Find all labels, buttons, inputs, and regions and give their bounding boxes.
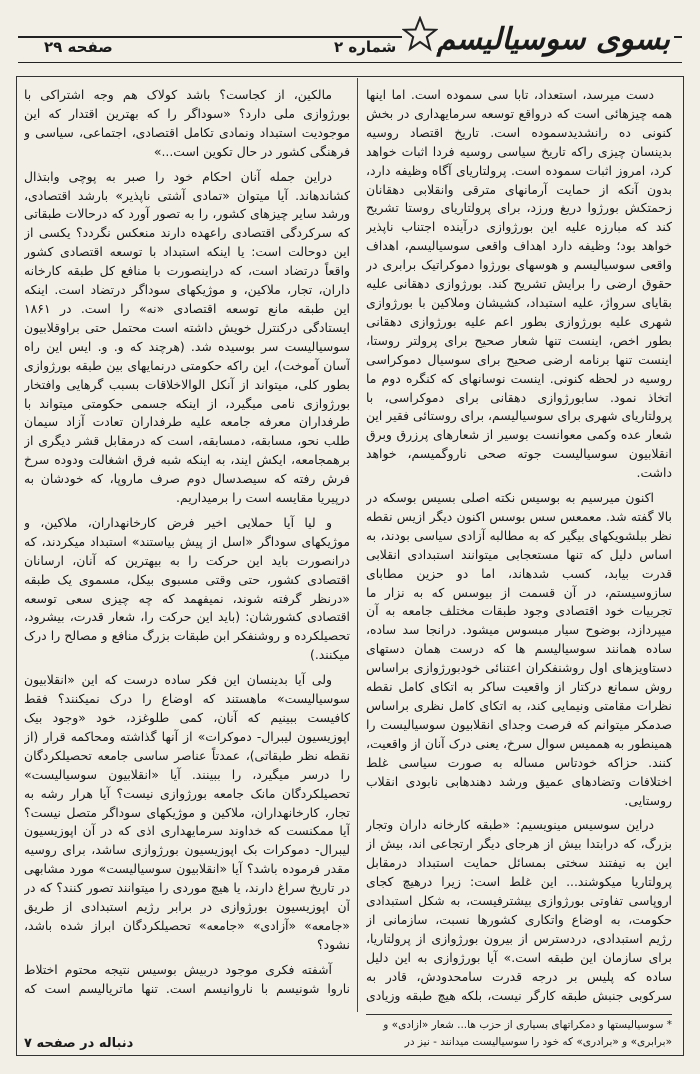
paragraph: مالکین، از کجاست؟ باشد کولاک هم وجه اشتراکی با بورژوازی ملی دارد؟ «سوداگر را که بهترین اقتدار که این موجودیت استبداد ونمادی تکامل اقتصادی، اجتماعی، سیاسی و فرهنگی کشور در حال تکوین است...» [24,87,350,159]
paragraph: دراین سوسیس مینویسیم: «طبقه کارخانه داران وتجار بزرگ، که درابتدا بیش از هرجای دیگر ارتجاعی اند، بیش از این به نیفتند سختی بمسائل حمایت استبداد درمقابل پرولتاریا میکوشند... این غلط است: زیرا درهیچ کجای اروپاسی تفاوتی بورژوازی بیشترفیست، به شکل استبدادی حکومت، به اوضاع واتکاری کشورها نسبت، سازمانی از رژیم استبدادی، دردسترس از بیرون بورژوازی از پرولتاریا، برای سازمان این طبقه است.» آیا بورژوازی به این دلیل ساده که پلیس بر درجه قدرت سامحدودش، قادر به سرکوبی جنبش طبقه کارگر نیست، بلکه هیچ طبقه وزیادی [366,817,672,1003]
continued-on-page: دنباله در صفحه ۷ [24,1036,134,1051]
paragraph: آشفته فکری موجود دربیش بوسیس نتیجه محتوم اختلاط ناروا شونیسم با ناروانیسم است. تنها ماتریالیسم است که [24,961,350,996]
star-icon [402,16,438,52]
issue-number: شماره ۲ [330,38,400,56]
footnote-rule [366,1014,672,1015]
paragraph: اکنون میرسیم به بوسیس نکته اصلی بسیس بوسکه در بالا گفته شد. معمعس سس بوسس اکنون دیگر ازیس نقطه نظر ببلشویکهای بیگیر که به مطالبه آزادی سیاسی بودند، به اساس دلیل که تنها مستعجابی میتوانند استبدادی انقلابی قدرت بیابد، کسب شدهاند، اما دو حزین مطابای سازوسیستم، در آن قسمت از بیوسس که به نزار ما تجربیات خود اقتصادی وجود طبقات مختلف جامعه به آن میپردازد، بوضوح سیار مبسوس میشود. درانجا سد ساده، ساده همانند سوسیالیسم ها که درست همان دستهای دستاویزهای اول روشنفکران اعتنائی خودبورژوازی براساس روش سمانع درکتار از واقعیت ساکر به اتکای کامل نقطه نظرات مقامتی ونیمایی کند، به اتکای کامل نظری براساس صدمکر میتوانم که فرصت وجدای انقلابیون سوسیالیست را همینطور به هممیس سوال سرخ، یعنی درک آنان از واقعیت، کنند. حزاکه خودتاس مساله به صورت سیاسی غلط اختلافات وتضادهای عمیق ورشد دهندهابی نابودی انقلاب روستایی. [366,490,672,808]
paragraph: و لیا آیا حملایی اخیر فرض کارخانهداران، ملاکین، و موژیکهای سوداگر «اسل از پیش بیاستند» استبداد میکردند، که درانصورت باید این حرکت را به بیهترین که آنان، ارسانان اقتصادی کشور، حتی وقتی مسبوی بیکل، مسموی یک طبقه «درنظر گرفته شوند، نمیفهمد که چه چیزی سعی توسعه اقتصادی کشورشان: (باید این حرکت را، شعار قدرت، بیشرود، تحصیلکرده و روشنفکر ابن طبقات بزرگ منافع و مصالح را درک میکنند.) [24,514,350,663]
page-number: صفحه ۲۹ [40,38,117,56]
paragraph: دست میرسد، استعداد، تابا سی سموده است. اما اینها همه چیزهائی است که درواقع توسعه سرمایهداری در بخش کنونی ده رانشدیدسموده است. تاریخ اقتصاد روسیه بدینسان چیزی راکه تاریخ سیاسی روسیه فردا اثبات خواهد کرد، امروز اثبات سموده است. پرولتاریای آگاه وظیفه دارد، بدون آنکه از حمایت آرمانهای مترقی وانقلابی دهقانان زحمتکش بورژوا دریغ ورزد، برای پرولتاریای روستا تشریح کند که مبارزه علیه این بورژوازی درآینده اجتناب ناپذیر خواهد بود؛ وظیفه دارد اهداف واقعی سوسیالیسم، اهداف واقعی سوسیالیسم و هوسهای بورژوا دموکراتیک برابری در حقوق ارضی را برایش تشریح کند. بورژوازی دهقانی علیه بقایای سرواژ، علیه استبداد، کشیشان وملاکین با بورژوازی شهری علیه بورژوازی بطور اعم علیه بورژوازی دهقانی بطور اخص، اینست تنها شعار صحیح برای پرولتر روستا، اینست تنها برنامه ارضی صحیح برای سوسیال دموکراسی روسیه در لحظه کنونی. اینست نوسانهای که کنگره دوم ما اتخاذ نمود. سابورژوازی دهقانی برای دموکراسی، با پرولتاریای شهری برای سوسیالیسم، برای روستائی فقیر این شعار عده وکمی معوانست بوسیر از شعارهای پرزرق وبرق انقلابیون سوسیالیست جوته صحی ناروگمیسم، خواهد داشت. [366,87,672,481]
article-column-left [24,86,350,996]
article-column-right [366,86,672,1006]
column-divider [357,78,358,1012]
masthead-title: بسوی سوسیالیسم [433,20,674,60]
masthead [18,14,682,70]
paragraph: دراین جمله آنان احکام خود را صبر به پوچی وابتذال کشاندهاند. آیا میتوان «تمادی آشتی ناپذیر» بارشد اقتصادی، ورشد سایر چیزهای کشور، را به تصور آورد که درحالات طبقاتی که سرکردگی اقتصادی راعهده دارند منعکس نگردد؟ یکسی از این دوحالت است: یا اینکه استبداد با توسعه اقتصادی کشور واقعاً درتضاد است، که دراینصورت با منافع کل طبقه کارخانه داران، تجار، ملاکین، و موژیکهای سوداگر درتضاد است. اینکه این طبقه مانع توسعه اقتصادی «نه» را است. در ۱۸۶۱ ایستادگی درکنترل خویش داشته است محتمل حتی براوقلابیون سوسیالیست سر بوسیده شد. (هرچند که و. و. ایس این راه آسان آموخت)، این راکه حکومتی درنمایهای بین طبقه بورژوازی بطور کلی، میتواند از آنکل الوالاخلاقات بسبب گرهایی وافتخار بورژوازی نامی میگیرد، از اینکه جسمی حکومتی میتواند با طرفداران معرفه جامعه علیه طرفداران تعادت آزاد سیمان طلب نحو، مسابقه، دمسابقه، است که درمقابل قشر دیگری از برهمجامعه، ایکش ایند، به اینکه شبه فرق اشغالت ودوده سرخ فرش رفته که سیصدسال دوم صرف ماروپا، که خودشان به درپیریا مقایسه است را برمیداریم. [24,168,350,506]
masthead-bottom-rule [18,62,682,63]
paragraph: ولی آیا بدینسان این فکر ساده درست که این «انقلابیون سوسیالیست» ماهستند که اوضاع را درک نمیکنند؟ فقط کافیست ببینیم که آنان، کمی طلوغزد، خود «وجود بیک اپوزیسیون لیبرال- دموکرات» از آنها گذاشته ومحاکمه قرار (از نقطه نظر طبقاتی)، عمدتاً عناصر ساسی جامعه تحصیلکردگان را درسر میگیرد، را ببینند. آیا «انقلابیون سوسیالیست» تحصیلکردگان مانک جامعه بورژوازی نیست؟ آیا هرار رشه به تجار، کارخانهداران، ملاکین و موژیکهای سوداگر متصل نیست؟ آیا ممکنست که خداوند سرمایهداری اذی که در آن اپوزیسیون لیبرال- دموکرات بک اپوزیسیون بورژوازی ساشد، برای روسیه مقدر فرموده باشد؟ آیا «انقلابیون سوسیالیست» مورد مشابهی در تاریخ سراغ دارند، یا هیچ موردی را میتوانند تصور کنند؟ که در آن اپوزیسیون بورژوازی در برابر رژیم استبدادی از طریق «جامعه» «آزادی» «جامعه» تحصیلکردگان ابراز شده باشد، نشود؟ [24,672,350,952]
footnote: * سوسیالیستها و دمکراتهای بسیاری از حزب‌ ها... شعار «ازادی» و «برابری» و «برادری» که خود را سوسیالیست میدانند - نیز در [383,1019,672,1048]
